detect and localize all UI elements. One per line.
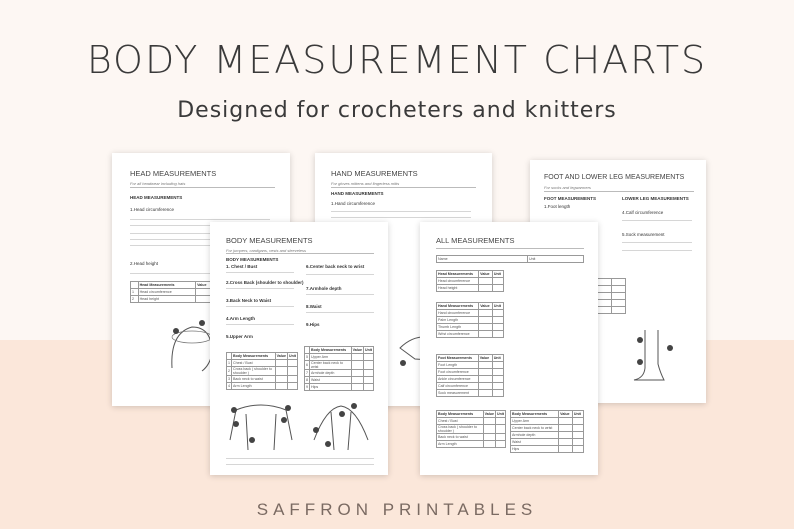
all-name-row: Name Unit — [436, 255, 584, 263]
foot-sheet-title: FOOT AND LOWER LEG MEASUREMENTS — [544, 174, 685, 181]
leg-figure — [630, 328, 680, 383]
head-sheet-section: HEAD MEASUREMENTS — [130, 195, 183, 200]
body-item-7: 7.Armhole depth — [306, 286, 342, 291]
body-item-6: 6.Center back neck to wrist — [306, 264, 365, 269]
head-sheet-item1: 1.Head circumference — [130, 207, 175, 212]
body-item-5: 5.Upper Arm — [226, 334, 253, 339]
body-item-4: 4.Arm Length — [226, 316, 256, 321]
all-head-table: Head Measurements Value Unit Head circumference Head height — [436, 270, 504, 292]
body-sheet — [210, 222, 388, 475]
head-sheet-title: HEAD MEASUREMENTS — [130, 169, 217, 178]
body-item-9: 9.Hips — [306, 322, 320, 327]
head-sheet-subtitle: For all headwear including hats — [130, 181, 186, 186]
body-item-8: 8.Waist — [306, 304, 322, 309]
foot-sheet-table — [596, 278, 626, 314]
foot-sheet-section1: FOOT MEASUREMENTS — [544, 196, 597, 201]
foot-sheet-subtitle: For socks and legwarmers — [544, 185, 591, 190]
body-sheet-section: BODY MEASUREMENTS — [226, 257, 279, 262]
hand-sheet-section: HAND MEASUREMENTS — [331, 191, 384, 196]
body-sheet-title: BODY MEASUREMENTS — [226, 236, 313, 245]
all-sheet — [420, 222, 598, 475]
all-sheet-title: ALL MEASUREMENTS — [436, 236, 515, 245]
hand-sheet-title: HAND MEASUREMENTS — [331, 169, 418, 178]
head-sheet-table: Head Measurements Value 1 Head circumference 2 Head height — [130, 281, 230, 303]
hand-sheet-subtitle: For gloves mittens and fingerless mitts — [331, 181, 400, 186]
all-body-table-right: Body Measurements Value Unit Upper Arm Center back neck to wrist Armhole depth Waist Hips — [510, 410, 584, 453]
brand-name: SAFFRON PRINTABLES — [256, 500, 538, 519]
head-sheet-item2: 2.Head height — [130, 261, 159, 266]
banner-title: BODY MEASUREMENT CHARTS — [86, 38, 708, 82]
body-table-right: Body Measurements Value Unit 5 Upper Arm 6 Center back neck to wrist 7 Armhole depth 8 Waist 9 Hips — [306, 348, 372, 389]
hand-sheet-item1: 1.Hand circumference — [331, 201, 376, 206]
all-hand-table: Hand Measurements Value Unit Hand circumference Palm Length Thumb Length Wrist circumference — [436, 302, 504, 338]
foot-sheet-item2: 4.Calf circumference — [622, 210, 664, 215]
body-item-1: 1. Chest / Bust — [226, 264, 258, 269]
foot-sheet-item3: 5.Sock measurement — [622, 232, 665, 237]
foot-sheet-section2: LOWER LEG MEASUREMENTS — [622, 196, 689, 201]
banner-subtitle: Designed for crocheters and knitters — [177, 98, 617, 123]
body-sheet-subtitle: For jumpers, cardigans, vests and sleeveless — [226, 248, 307, 253]
all-body-table-left: Body Measurements Value Unit Chest / Bust Cross back ( shoulder to shoulder ) Back neck to waist Arm Length — [438, 412, 504, 446]
body-item-3: 3.Back Neck to Waist — [226, 298, 272, 303]
foot-sheet-item1: 1.Foot length — [544, 204, 571, 209]
back-figure — [306, 400, 376, 455]
body-item-2: 2.Cross Back (shoulder to shoulder) — [226, 280, 304, 285]
torso-figure — [226, 400, 296, 455]
body-table-left: Body Measurements Value Unit 1 Chest / Bust 2 Cross back ( shoulder to shoulder ) 3 Back neck to waist 4 Arm Length — [228, 354, 296, 388]
all-foot-table: Foot Measurements Value Unit Foot Length Foot circumference Ankle circumference Calf circumference Sock measurement — [436, 354, 504, 397]
